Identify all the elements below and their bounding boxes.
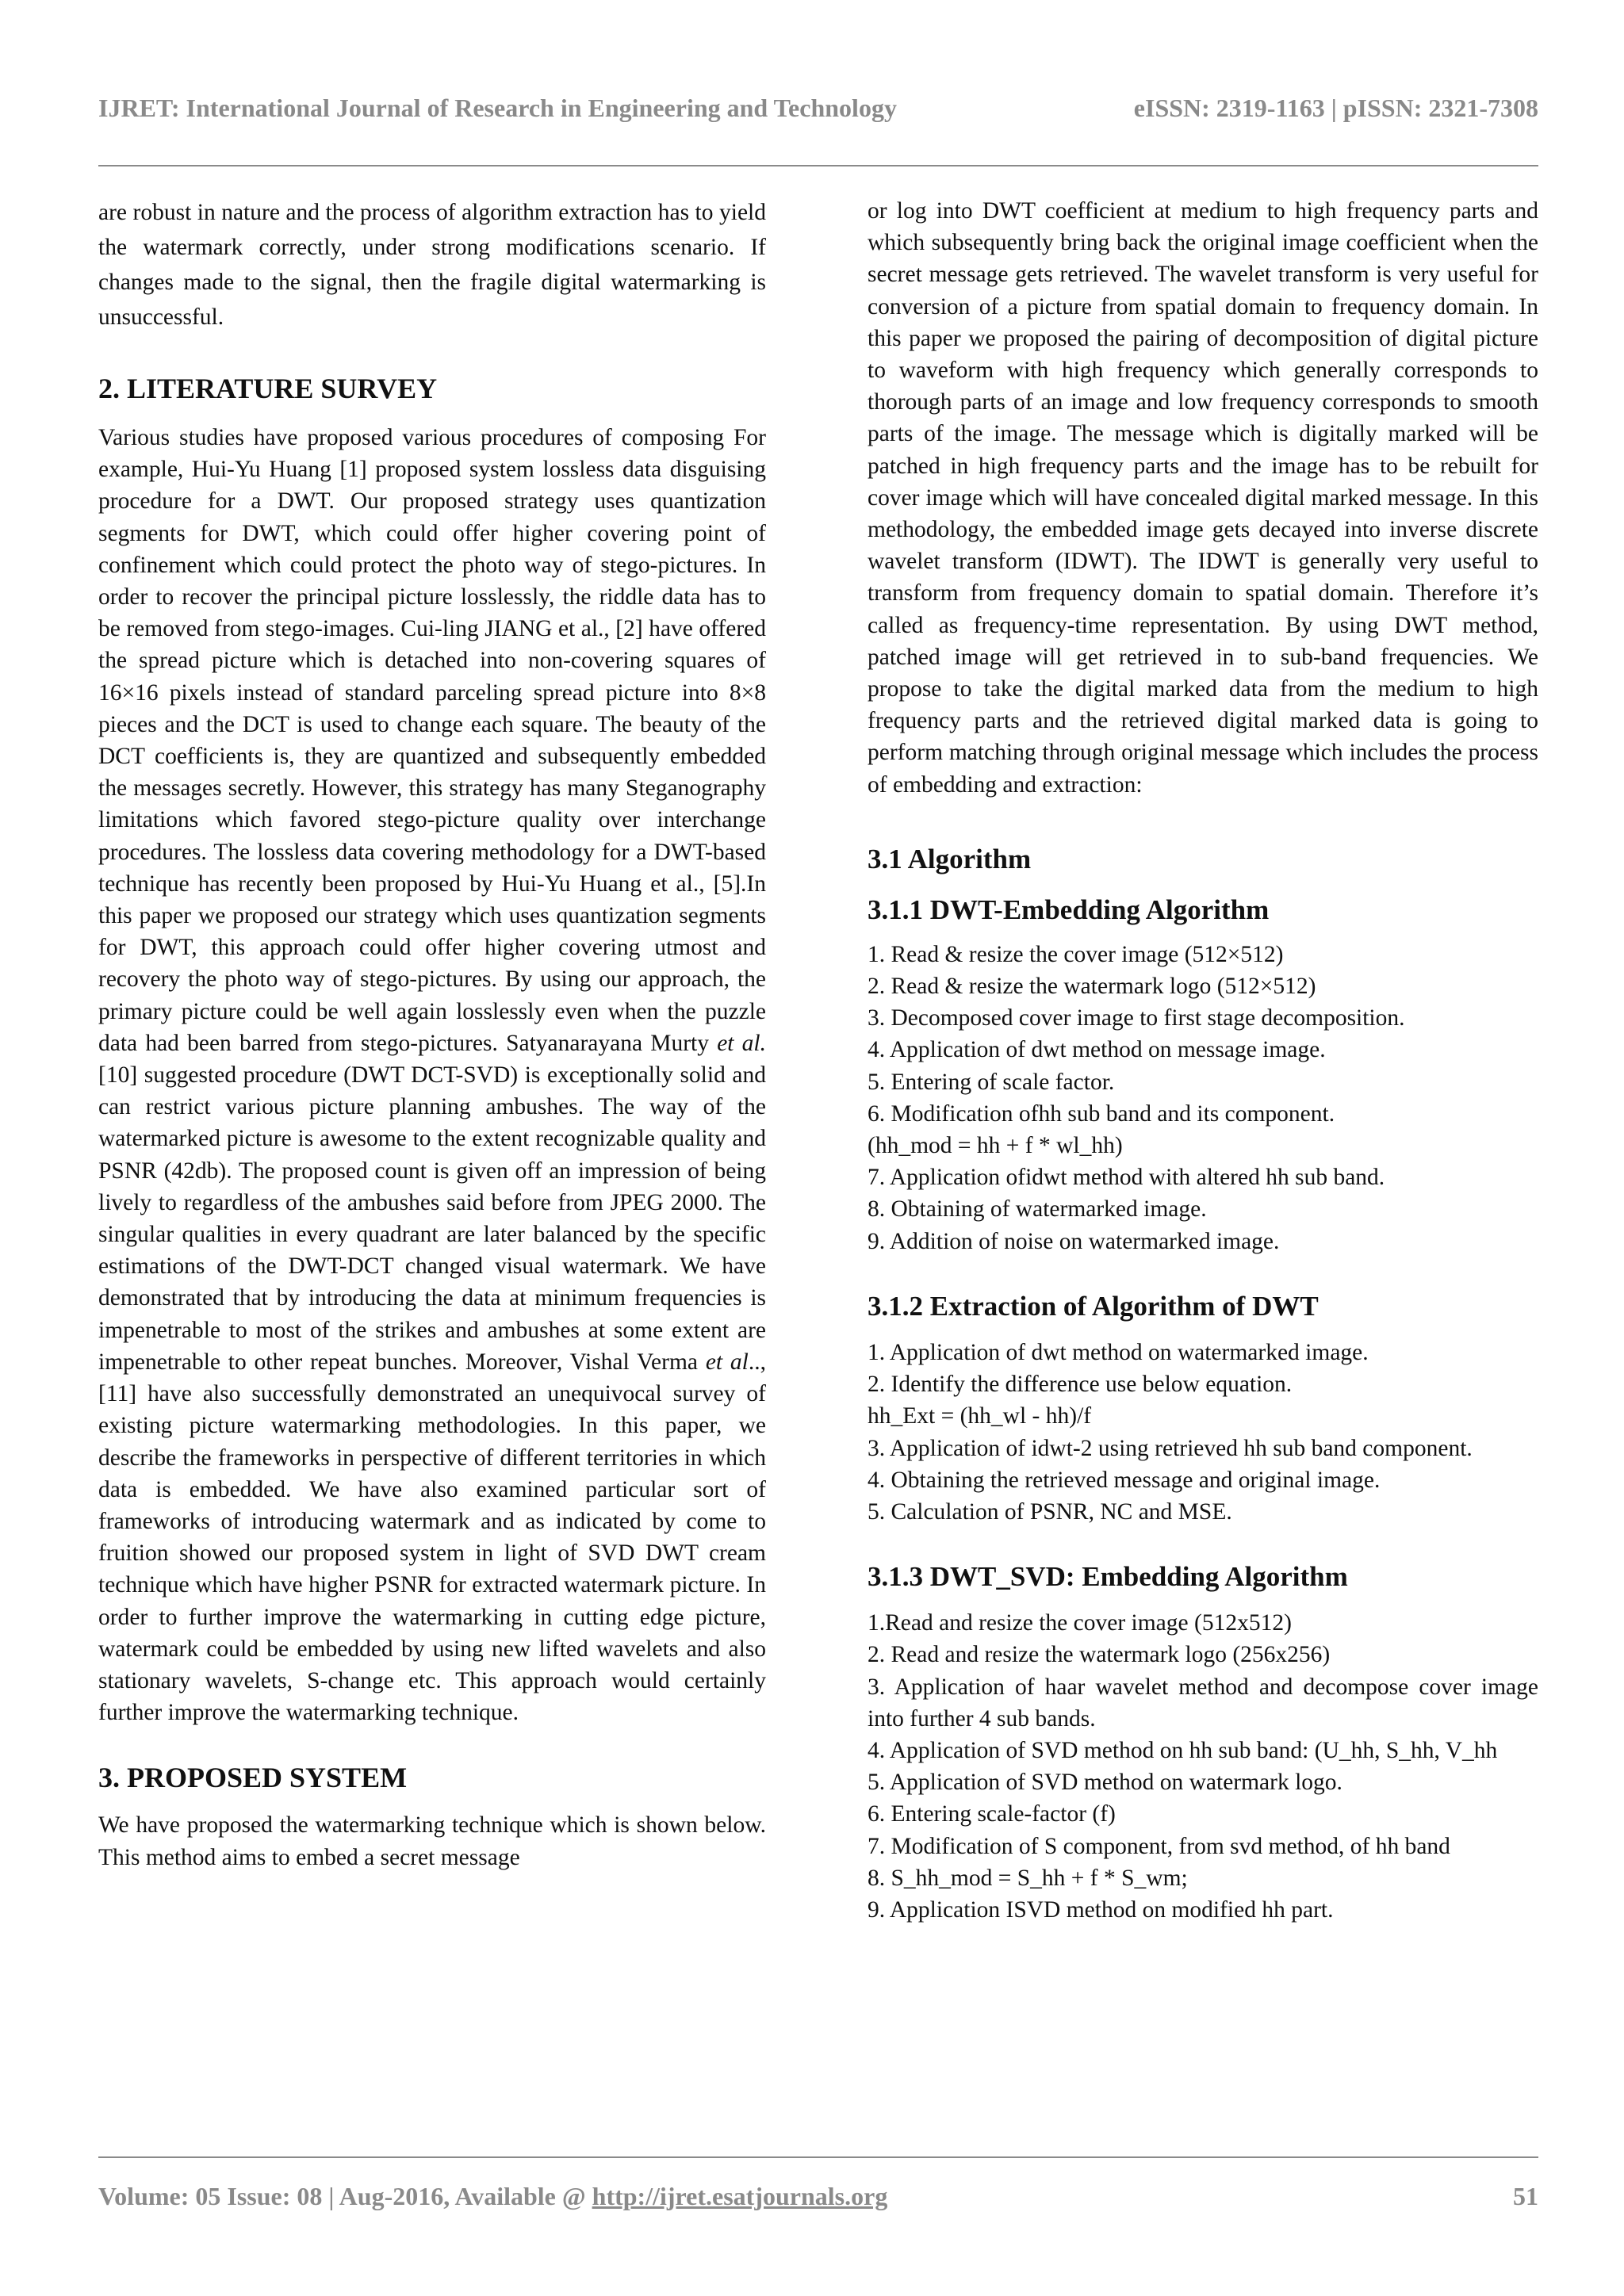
list-item: 4. Application of dwt method on message image. [868,1037,1326,1063]
section-3-1-2-heading: 3.1.2 Extraction of Algorithm of DWT [868,1290,1319,1322]
section-2-heading: 2. LITERATURE SURVEY [98,373,438,404]
proposed-system-paragraph: We have proposed the watermarking technique which is shown below. This method aims to embed a secret message [98,1812,766,1870]
list-item: 3. Application of haar wavelet method and decompose cover image into further 4 sub bands. [868,1674,1538,1732]
list-item: hh_Ext = (hh_wl - hh)/f [868,1403,1092,1429]
list-item: 1. Application of dwt method on watermarked image. [868,1339,1369,1365]
volume-text: Volume: 05 Issue: 08 | Aug-2016, Available @ [98,2182,592,2210]
left-column [98,195,766,1873]
list-item: 2. Read and resize the watermark logo (256x256) [868,1642,1331,1668]
journal-title: IJRET: International Journal of Research in Engineering and Technology [98,94,897,122]
journal-url-link[interactable]: http://ijret.esatjournals.org [592,2182,888,2210]
dwt-extraction-steps [868,1337,1538,1528]
list-item: 2. Read & resize the watermark logo (512×512) [868,974,1316,1000]
list-item: 5. Entering of scale factor. [868,1069,1115,1095]
proposed-system-continued: or log into DWT coefficient at medium to high frequency parts and which subsequently bring back the original image coefficient when the secret message gets retrieved. The wavelet transform is very useful for conversion of a picture from spatial domain to frequency domain. In this paper we proposed the pairing of decomposition of digital picture to waveform with high frequency which generally corresponds to thorough parts of an image and low frequency corresponds to smooth parts of the image. The message which is digitally marked will be patched in high frequency parts and the image has to be rebuilt for cover image which will have concealed digital marked message. In this methodology, the embedded image gets decayed into inverse discrete wavelet transform (IDWT). The IDWT is generally very useful to transform from frequency domain to spatial domain. Therefore it’s called as frequency-time representation. By using DWT method, patched image will get retrieved in to sub-band frequencies. We propose to take the digital marked data from the medium to high frequency parts and the retrieved digital marked data is going to perform matching through original message which includes the process of embedding and extraction: [868,198,1538,798]
list-item: 7. Modification of S component, from svd method, of hh band [868,1833,1450,1859]
header-rule [98,165,1538,166]
list-item: 3. Decomposed cover image to first stage decomposition. [868,1005,1405,1031]
running-footer [98,2182,1538,2211]
footer-rule [98,2156,1538,2158]
list-item: 3. Application of idwt-2 using retrieved hh sub band component. [868,1435,1473,1461]
list-item: 4. Obtaining the retrieved message and original image. [868,1467,1381,1493]
etal-citation-1: et al. [717,1030,766,1056]
list-item: 5. Calculation of PSNR, NC and MSE. [868,1498,1232,1525]
list-item: 4. Application of SVD method on hh sub band: (U_hh, S_hh, V_hh [868,1737,1498,1763]
right-column [868,195,1538,1926]
literature-text-part-3: .., [11] have also successfully demonstrated an unequivocal survey of existing picture watermarking methodologies. In this paper, we describe the frameworks in perspective of different territories in which data is embedded. We have also examined particular sort of frameworks of introducing watermark and as indicated by come to fruition showed our proposed system in light of SVD DWT cream technique which have higher PSNR for extracted watermark picture. In order to further improve the watermarking in cutting edge picture, watermark could be embedded by using new lifted wavelets and also stationary wavelets, S-change etc. This approach would certainly further improve the watermarking technique. [98,1349,766,1726]
list-item: 1. Read & resize the cover image (512×512) [868,941,1284,967]
list-item: 1.Read and resize the cover image (512x512) [868,1610,1292,1636]
literature-text-part-2: [10] suggested procedure (DWT DCT-SVD) is exceptionally solid and can restrict various picture planning ambushes. The way of the watermarked picture is awesome to the extent recognizable quality and PSNR (42db). The proposed count is given off an impression of being lively to regardless of the ambushes said before from JPEG 2000. The singular qualities in every quadrant are later balanced by the specific estimations of the DWT-DCT changed visual watermark. We have demonstrated that by introducing the data at minimum frequencies is impenetrable to most of the strikes and ambushes at some extent are impenetrable to other repeat bunches. Moreover, Vishal Verma [98,1062,766,1375]
page-number: 51 [1513,2182,1538,2210]
list-item: 8. Obtaining of watermarked image. [868,1196,1207,1223]
list-item: 6. Entering scale-factor (f) [868,1801,1116,1827]
intro-paragraph: are robust in nature and the process of algorithm extraction has to yield the watermark correctly, under strong modifications scenario. If changes made to the signal, then the fragile digital watermarking is unsuccessful. [98,200,766,330]
literature-text-part-1: Various studies have proposed various procedures of composing For example, Hui-Yu Huang [1] proposed system lossless data disguising procedure for a DWT. Our proposed strategy uses quantization segments for DWT, which could offer higher covering point of confinement which could protect the photo way of stego-pictures. In order to recover the principal picture losslessly, the riddle data has to be removed from stego-images. Cui-ling JIANG et al., [2] have offered the spread picture which is detached into non-covering squares of 16×16 pixels instead of standard parceling spread picture into 8×8 pieces and the DCT is used to change each square. The beauty of the DCT coefficients is, they are quantized and subsequently embedded the messages secretly. However, this strategy has many Steganography limitations which favored stego-picture quality over interchange procedures. The lossless data covering methodology for a DWT-based technique has recently been proposed by Hui-Yu Huang et al., [5].In this paper we proposed our strategy which uses quantization segments for DWT, this approach could offer higher covering utmost and recovery the photo way of stego-pictures. By using our approach, the primary picture could be well again losslessly even when the puzzle data had been barred from stego-pictures. Satyanarayana Murty [98,425,766,1056]
list-item: 9. Addition of noise on watermarked image. [868,1228,1280,1254]
literature-survey-paragraph [98,422,766,1728]
list-item: 2. Identify the difference use below equation. [868,1372,1293,1398]
issn-info: eISSN: 2319-1163 | pISSN: 2321-7308 [1133,94,1538,122]
section-3-1-heading: 3.1 Algorithm [868,843,1032,874]
list-item: 5. Application of SVD method on watermark logo. [868,1770,1342,1796]
section-3-1-1-heading: 3.1.1 DWT-Embedding Algorithm [868,894,1270,925]
list-item: 8. S_hh_mod = S_hh + f * S_wm; [868,1865,1188,1891]
etal-citation-2: et al [705,1349,749,1375]
dwt-embedding-steps [868,939,1538,1257]
section-3-1-3-heading: 3.1.3 DWT_SVD: Embedding Algorithm [868,1561,1348,1593]
section-3-heading: 3. PROPOSED SYSTEM [98,1762,408,1794]
list-item: 9. Application ISVD method on modified hh part. [868,1896,1334,1923]
volume-info [98,2182,887,2211]
running-header [98,94,1538,123]
dwt-svd-embedding-steps [868,1607,1538,1926]
list-item: 7. Application ofidwt method with altered hh sub band. [868,1165,1385,1191]
list-item: (hh_mod = hh + f * wl_hh) [868,1133,1123,1159]
list-item: 6. Modification ofhh sub band and its component. [868,1100,1335,1127]
